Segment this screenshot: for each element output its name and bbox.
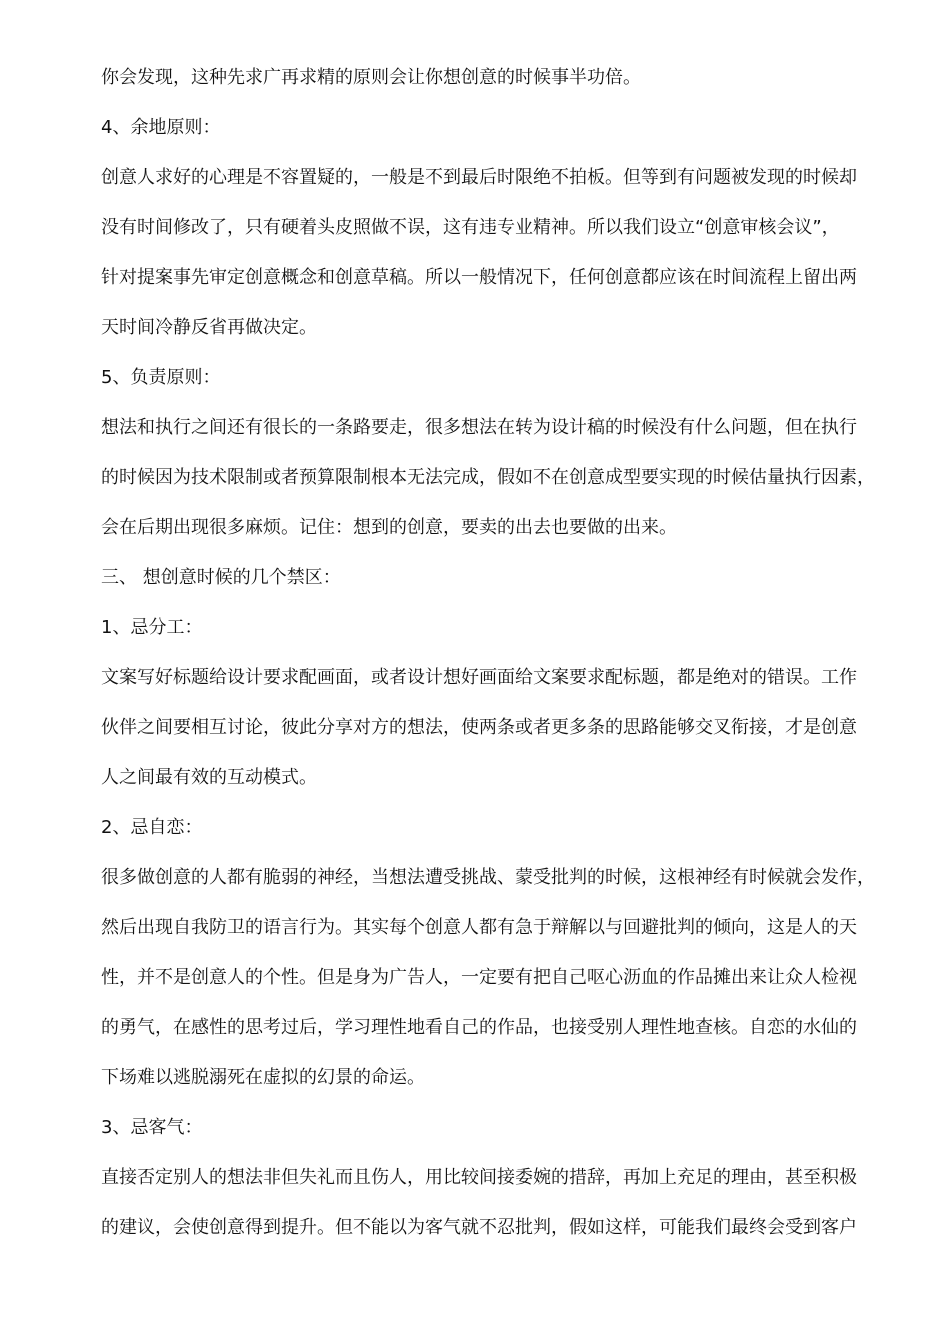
text-line: 的建议，会使创意得到提升。但不能以为客气就不忍批判，假如这样，可能我们最终会受到客户 xyxy=(101,1217,857,1238)
text-line: 创意人求好的心理是不容置疑的，一般是不到最后时限绝不拍板。但等到有问题被发现的时候却 xyxy=(101,167,857,188)
section-heading: 3、忌客气： xyxy=(101,1117,203,1138)
text-line: 天时间冷静反省再做决定。 xyxy=(101,317,317,338)
section-heading: 1、忌分工： xyxy=(101,617,203,638)
text-line: 很多做创意的人都有脆弱的神经，当想法遭受挑战、蒙受批判的时候，这根神经有时候就会发作， xyxy=(101,867,875,888)
text-line: 下场难以逃脱溺死在虚拟的幻景的命运。 xyxy=(101,1067,425,1088)
section-heading: 5、负责原则： xyxy=(101,367,221,388)
text-line: 想法和执行之间还有很长的一条路要走，很多想法在转为设计稿的时候没有什么问题，但在执行 xyxy=(101,417,857,438)
section-heading: 4、余地原则： xyxy=(101,117,221,138)
text-line: 针对提案事先审定创意概念和创意草稿。所以一般情况下，任何创意都应该在时间流程上留出两 xyxy=(101,267,857,288)
text-line: 直接否定别人的想法非但失礼而且伤人，用比较间接委婉的措辞，再加上充足的理由，甚至积极 xyxy=(101,1167,857,1188)
chapter-heading: 三、 想创意时候的几个禁区： xyxy=(101,567,341,588)
text-line: 没有时间修改了，只有硬着头皮照做不误，这有违专业精神。所以我们设立“创意审核会议”， xyxy=(101,217,840,238)
text-line: 性，并不是创意人的个性。但是身为广告人，一定要有把自己呕心沥血的作品摊出来让众人检视 xyxy=(101,967,857,988)
text-line: 文案写好标题给设计要求配画面，或者设计想好画面给文案要求配标题，都是绝对的错误。工作 xyxy=(101,667,857,688)
section-heading: 2、忌自恋： xyxy=(101,817,203,838)
text-line: 你会发现，这种先求广再求精的原则会让你想创意的时候事半功倍。 xyxy=(101,67,641,88)
text-line: 人之间最有效的互动模式。 xyxy=(101,767,317,788)
document-body xyxy=(101,53,915,1253)
text-line: 伙伴之间要相互讨论，彼此分享对方的想法，使两条或者更多条的思路能够交叉衔接，才是创意 xyxy=(101,717,857,738)
text-line: 然后出现自我防卫的语言行为。其实每个创意人都有急于辩解以与回避批判的倾向，这是人的天 xyxy=(101,917,857,938)
text-line: 的时候因为技术限制或者预算限制根本无法完成，假如不在创意成型要实现的时候估量执行因素， xyxy=(101,467,875,488)
text-line: 的勇气，在感性的思考过后，学习理性地看自己的作品，也接受别人理性地查核。自恋的水仙的 xyxy=(101,1017,857,1038)
text-line: 会在后期出现很多麻烦。记住：想到的创意，要卖的出去也要做的出来。 xyxy=(101,517,677,538)
